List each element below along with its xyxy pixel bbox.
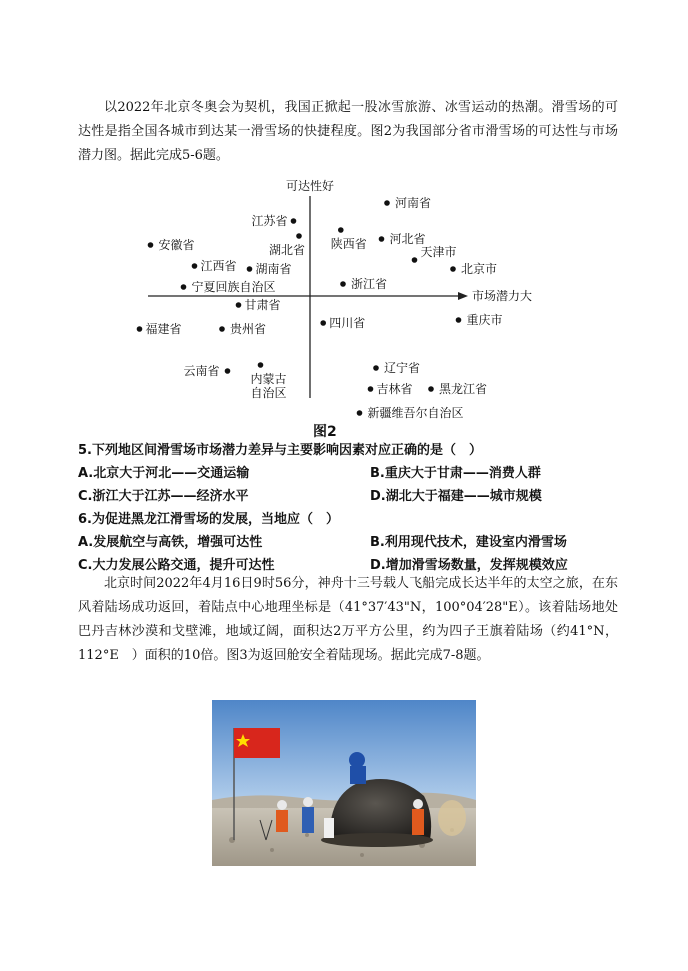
data-point <box>247 266 253 272</box>
figure-caption: 图2 <box>313 424 337 440</box>
data-point <box>236 302 242 308</box>
data-point <box>384 200 390 206</box>
data-point <box>368 386 374 392</box>
question-5-option-b: B.重庆大于甘肃——消费人群 <box>370 466 541 481</box>
data-point <box>412 257 418 263</box>
data-point <box>357 410 363 416</box>
question-6-option-a: A.发展航空与高铁，增强可达性 <box>78 535 263 550</box>
question-6-option-c: C.大力发展公路交通，提升可达性 <box>78 558 275 573</box>
point-label: 新疆维吾尔自治区 <box>367 406 464 420</box>
point-label: 安徽省 <box>158 238 195 252</box>
point-label: 河南省 <box>395 196 432 210</box>
point-label: 江西省 <box>200 259 237 273</box>
point-label: 福建省 <box>145 322 182 336</box>
point-label: 北京市 <box>461 262 498 276</box>
chart-points <box>137 195 503 420</box>
point-label: 云南省 <box>183 364 220 378</box>
point-label: 内蒙古自治区 <box>250 372 287 400</box>
y-axis-label: 可达性好 <box>285 179 335 193</box>
question-6-option-d: D.增加滑雪场数量，发挥规模效应 <box>370 558 568 573</box>
data-point <box>192 263 198 269</box>
data-point <box>379 236 385 242</box>
data-point <box>428 386 434 392</box>
x-axis-arrow <box>458 292 468 300</box>
point-label: 贵州省 <box>230 322 267 336</box>
data-point <box>148 242 154 248</box>
intro-paragraph: 以2022年北京冬奥会为契机，我国正掀起一股冰雪旅游、冰雪运动的热潮。滑雪场的可达性是指全国各城市到达某一滑雪场的快捷程度。图2为我国部分省市滑雪场的可达性与市场潜力图。据此完成5-6题。 <box>78 100 618 163</box>
data-point <box>296 233 302 239</box>
point-label: 江苏省 <box>251 214 288 228</box>
question-6-stem: 6.为促进黑龙江滑雪场的发展，当地应（ ） <box>78 512 339 527</box>
point-label: 辽宁省 <box>384 361 421 375</box>
data-point <box>340 281 346 287</box>
point-label: 河北省 <box>389 232 426 246</box>
landing-photo <box>212 700 476 866</box>
point-label: 天津市 <box>420 245 457 259</box>
point-label: 四川省 <box>329 316 366 330</box>
point-label: 陕西省 <box>330 237 367 251</box>
point-label: 湖北省 <box>269 243 306 257</box>
data-point <box>373 365 379 371</box>
data-point <box>181 284 187 290</box>
passage-2: 北京时间2022年4月16日9时56分，神舟十三号载人飞船完成长达半年的太空之旅，在东风着陆场成功返回，着陆点中心地理坐标是（41°37′43"N，100°04′28"E）。该着陆场地处巴丹吉林沙漠和戈壁滩，地域辽阔，面积达2万平方公里，约为四子王旗着陆场（约41°N，112°E ）面积的10倍。图3为返回舱安全着陆现场。据此完成7-8题。 <box>78 576 618 663</box>
data-point <box>219 326 225 332</box>
data-point <box>338 227 344 233</box>
data-point <box>137 326 143 332</box>
chart-figure-2 <box>0 0 688 420</box>
data-point <box>320 320 326 326</box>
point-label: 黑龙江省 <box>439 382 488 396</box>
point-label: 甘肃省 <box>244 298 281 312</box>
x-axis-label: 市场潜力大 <box>472 289 533 303</box>
question-5-stem: 5.下列地区间滑雪场市场潜力差异与主要影响因素对应正确的是（ ） <box>78 443 482 458</box>
data-point <box>450 266 456 272</box>
data-point <box>291 218 297 224</box>
point-label: 浙江省 <box>351 277 388 291</box>
question-6-option-b: B.利用现代技术，建设室内滑雪场 <box>370 535 567 550</box>
point-label: 吉林省 <box>376 382 413 396</box>
question-5-option-d: D.湖北大于福建——城市规模 <box>370 489 542 504</box>
landing-photo-image <box>212 700 476 866</box>
data-point <box>258 362 264 368</box>
question-5-option-a: A.北京大于河北——交通运输 <box>78 466 250 481</box>
data-point <box>225 368 231 374</box>
point-label: 宁夏回族自治区 <box>191 280 276 294</box>
point-label: 湖南省 <box>255 262 292 276</box>
question-5-option-c: C.浙江大于江苏——经济水平 <box>78 489 249 504</box>
data-point <box>456 317 462 323</box>
point-label: 重庆市 <box>466 313 503 327</box>
